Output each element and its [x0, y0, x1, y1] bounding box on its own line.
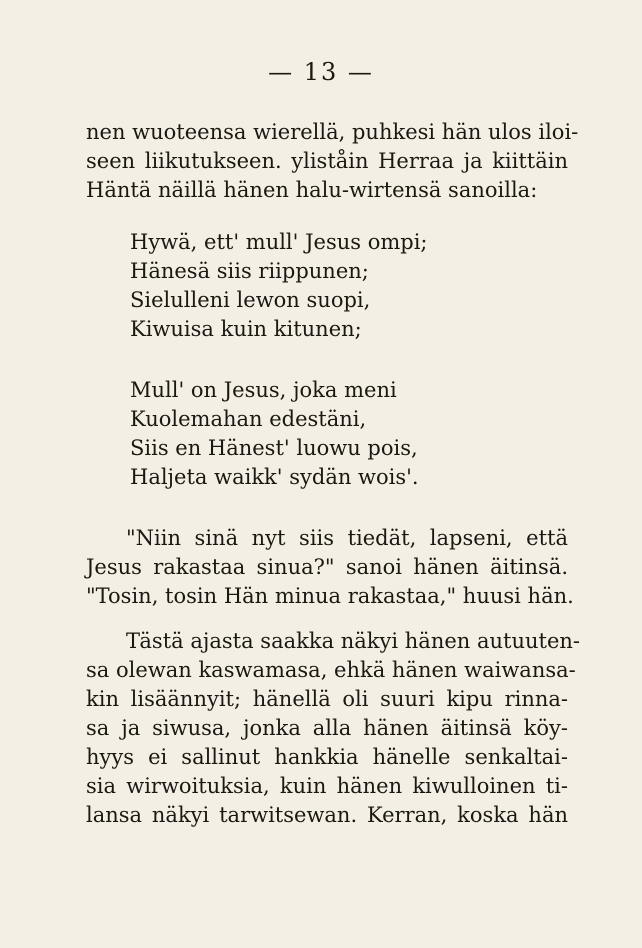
- page-number: — 13 —: [268, 58, 374, 86]
- verse-line: Hywä, ett' mull' Jesus ompi;: [130, 230, 428, 254]
- text-line: lansa näkyi tarwitsewan. Kerran, koska hän: [86, 803, 568, 827]
- paragraph-dialogue: [86, 524, 574, 611]
- text-line: Häntä näillä hänen halu-wirtensä sanoilla:: [86, 178, 538, 202]
- text-line: sia wirwoituksia, kuin hänen kiwulloinen ti-: [86, 774, 568, 798]
- text-line: sa olewan kaswamasa, ehkä hänen waiwansa-: [86, 658, 576, 682]
- text-line: hyys ei sallinut hankkia hänelle senkaltai-: [86, 745, 568, 769]
- paragraph-intro: [86, 118, 579, 205]
- verse-line: Siis en Hänest' luowu pois,: [130, 436, 418, 460]
- verse-stanza-2: [130, 376, 612, 492]
- text-line: kin lisäännyit; hänellä oli suuri kipu rinna-: [86, 687, 568, 711]
- text-line: "Tosin, tosin Hän minua rakastaa," huusi hän.: [86, 584, 574, 608]
- verse-line: Mull' on Jesus, joka meni: [130, 378, 397, 402]
- text-line: "Niin sinä nyt siis tiedät, lapseni, että: [126, 526, 568, 550]
- text-line: sa ja siwusa, jonka alla hänen äitinsä köy-: [86, 716, 568, 740]
- paragraph-narrative: [86, 627, 581, 830]
- text-line: seen liikutukseen. yliståin Herraa ja kiittäin: [86, 149, 568, 173]
- verse-line: Sielulleni lewon suopi,: [130, 288, 371, 312]
- text-line: nen wuoteensa wierellä, puhkesi hän ulos iloi-: [86, 120, 579, 144]
- verse-stanza-1: [130, 228, 612, 344]
- verse-line: Kuolemahan edestäni,: [130, 407, 367, 431]
- verse-line: Hänesä siis riippunen;: [130, 259, 369, 283]
- text-line: Jesus rakastaa sinua?" sanoi hänen äitinsä.: [86, 555, 568, 579]
- verse-line: Haljeta waikk' sydän wois'.: [130, 465, 419, 489]
- text-line: Tästä ajasta saakka näkyi hänen autuuten-: [126, 629, 581, 653]
- verse-line: Kiwuisa kuin kitunen;: [130, 317, 362, 341]
